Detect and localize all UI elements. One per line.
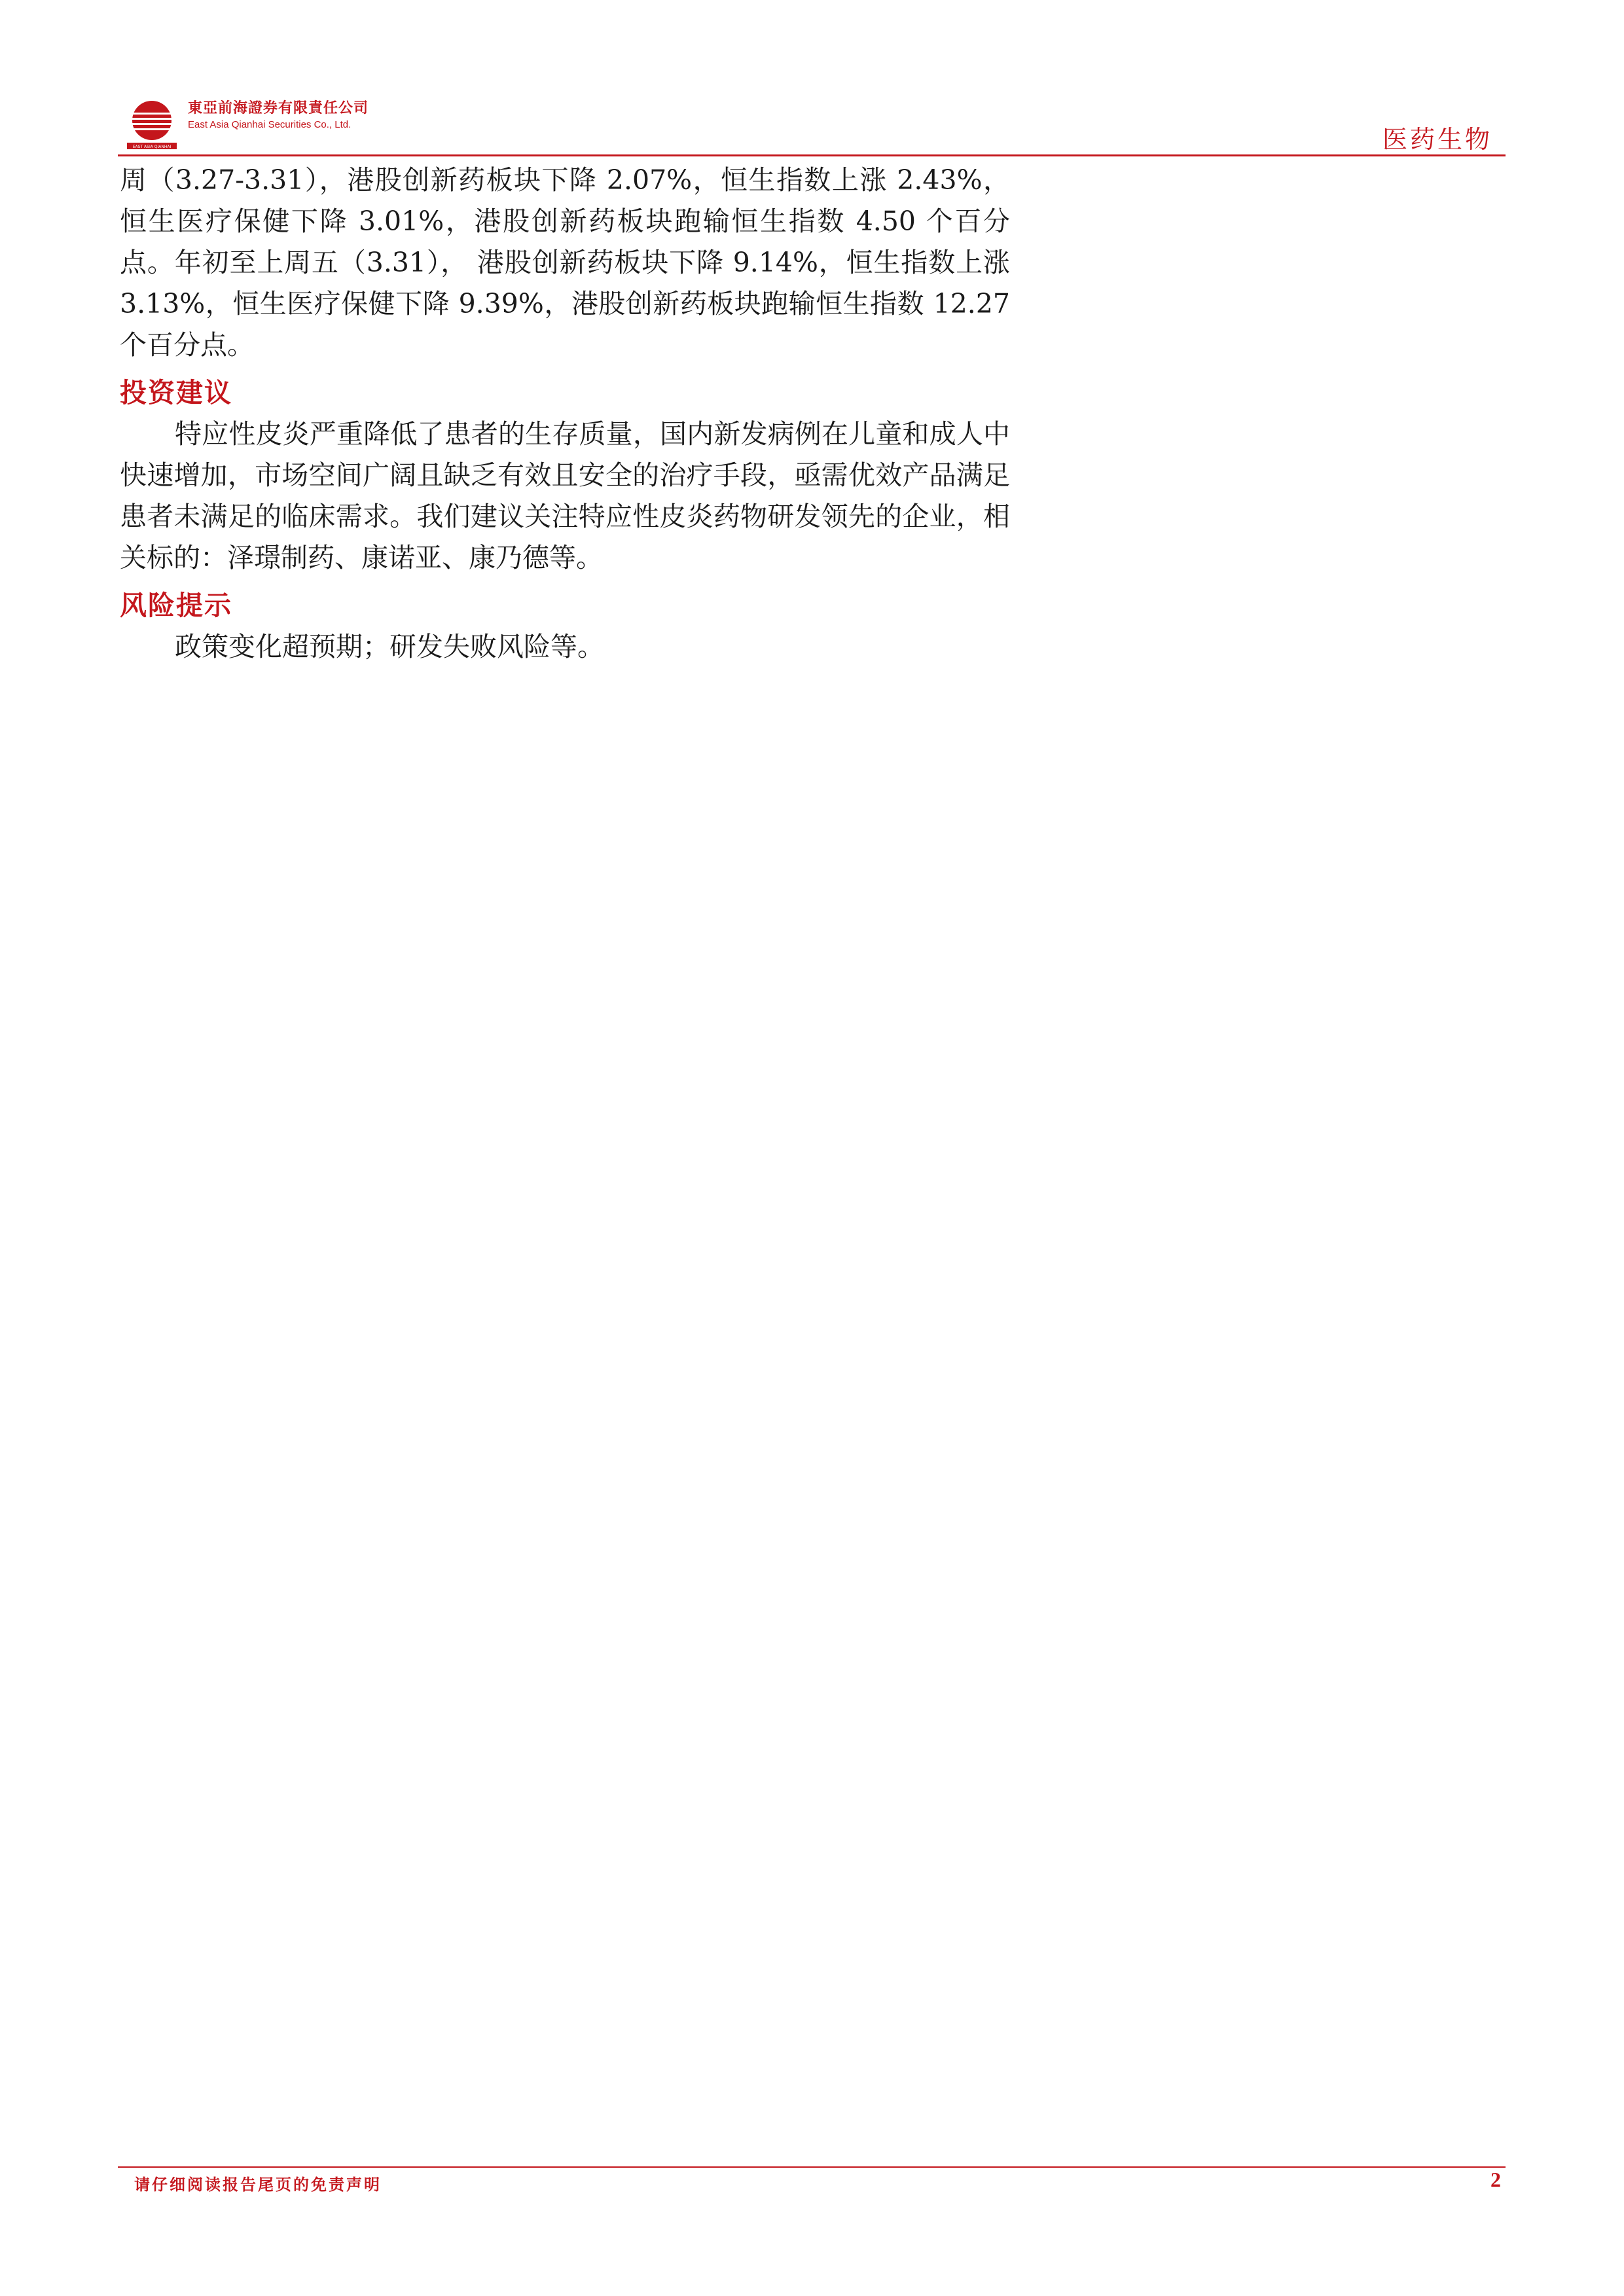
investment-advice-paragraph: 特应性皮炎严重降低了患者的生存质量，国内新发病例在儿童和成人中快速增加，市场空间广阔且缺乏有效且安全的治疗手段，亟需优效产品满足患者未满足的临床需求。我们建议关注特应性皮炎药物研发领先的企业，相关标的：泽璟制药、康诺亚、康乃德等。	[120, 418, 1010, 573]
investment-advice-heading: 投资建议	[120, 377, 232, 408]
disclaimer-note: 请仔细阅读报告尾页的免责声明	[134, 2176, 382, 2194]
risk-warning-paragraph: 政策变化超预期；研发失败风险等。	[175, 631, 604, 662]
page-header	[118, 92, 1506, 157]
logo-caption: EAST ASIA QIANHAI	[132, 145, 171, 149]
footer-divider	[118, 2166, 1506, 2168]
company-name-cn: 東亞前海證券有限責任公司	[188, 100, 369, 117]
report-body	[120, 160, 1010, 668]
company-name-en: East Asia Qianhai Securities Co., Ltd.	[188, 119, 352, 130]
page-number: 2	[1490, 2168, 1501, 2191]
header-divider	[118, 154, 1506, 156]
company-name	[188, 99, 369, 132]
sector-label: 医药生物	[1382, 125, 1492, 154]
company-logo-icon	[124, 97, 179, 152]
market-review-paragraph: 周（3.27-3.31），港股创新药板块下降 2.07%，恒生指数上涨 2.43%，恒生医疗保健下降 3.01%，港股创新药板块跑输恒生指数 4.50 个百分点。年初至上周五（3.31）， 港股创新药板块下降 9.14%，恒生指数上涨 3.13%，恒生医疗保健下降 9.39%，港股创新药板块跑输恒生指数 12.27 个百分点。	[120, 164, 1010, 361]
risk-warning-heading: 风险提示	[120, 590, 232, 621]
